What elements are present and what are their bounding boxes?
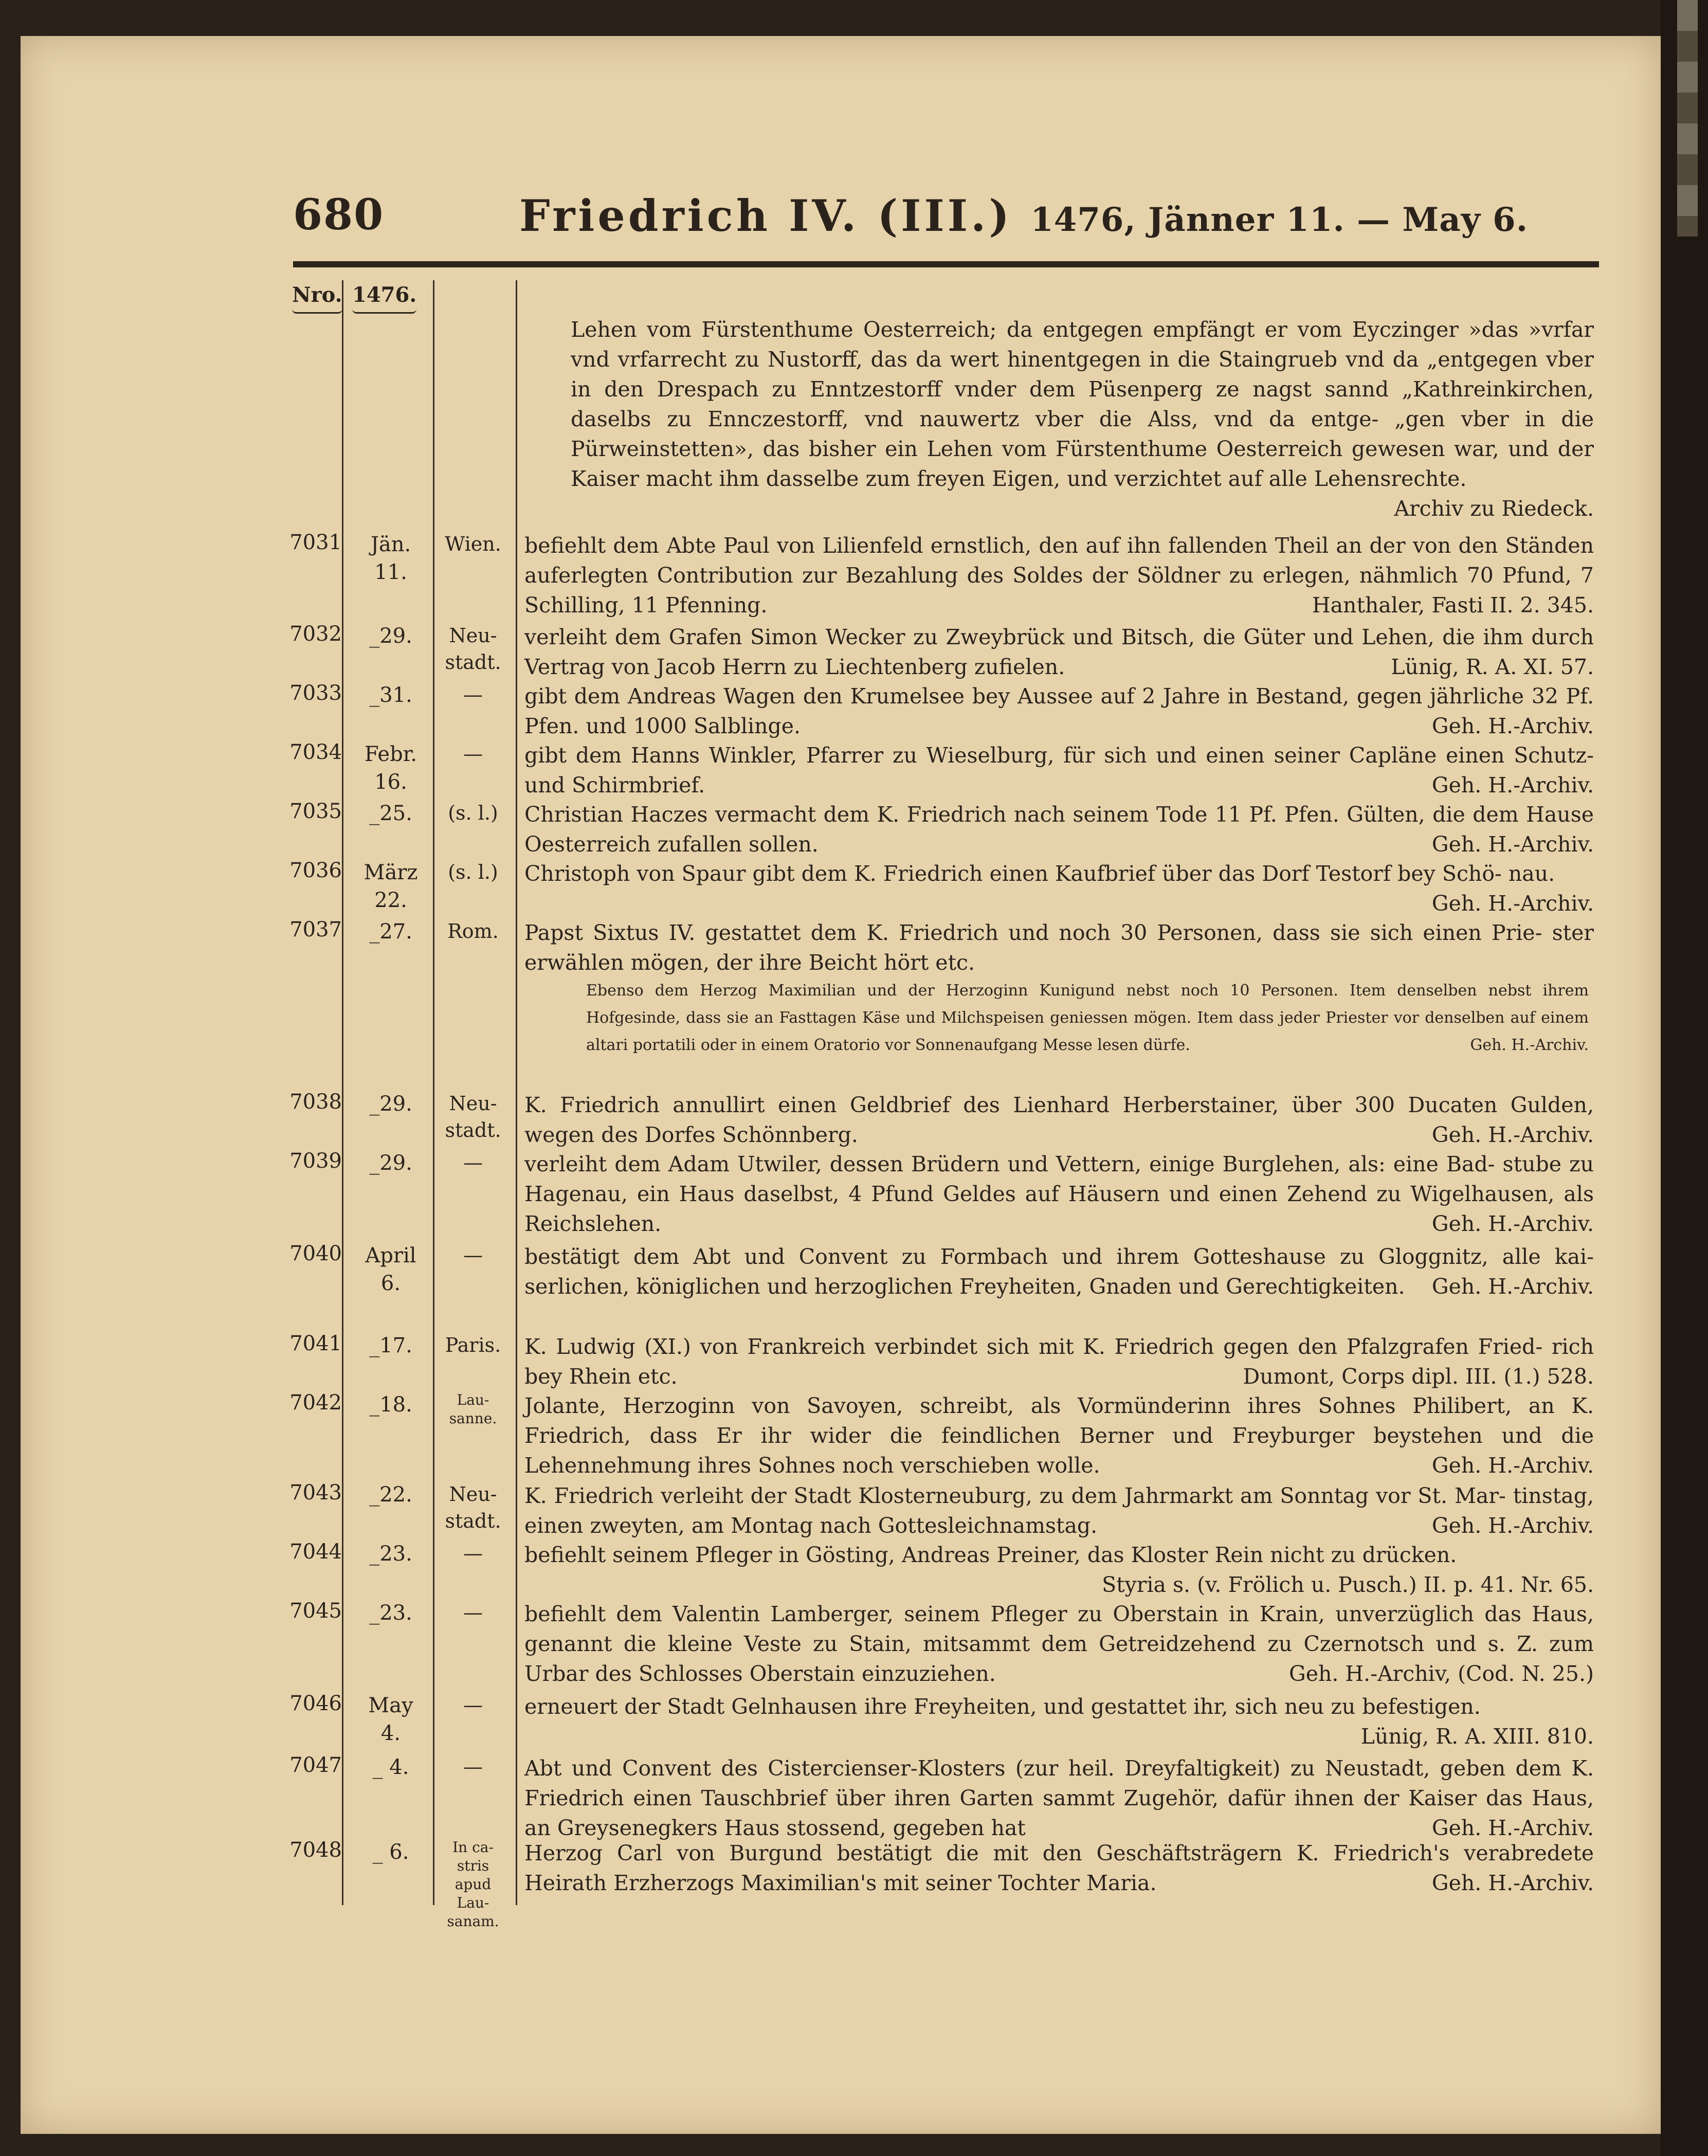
entry-text [524,1149,1594,1239]
book-spine [1661,0,1708,2156]
entry-source: Geh. H.-Archiv. [1431,1816,1594,1840]
intro-text: Lehen vom Fürstenthume Oesterreich; da entgegen empfängt er vom Eyczinger »das »vrfar vnd vrfarrecht zu Nustorff, das da wert hinentgegen in die Staingrueb vnd da „entgegen vber in den Drespach zu Enntzestorff vnder dem Püsenperg ze nagst sannd „Kathreinkirchen, daselbs zu Ennczestorff, vnd nauwertz vber die Alss, vnd da entge- „gen vber in die Pürweinstetten», das bisher ein Lehen vom Fürstenthume Oesterreich gewesen war, und der Kaiser macht ihm dasselbe zum freyen Eigen, und verzichtet auf alle Lehensrechte. [571,317,1594,491]
entry-number: 7035 [289,800,342,823]
entry-summary: K. Friedrich verleiht der Stadt Klosterneuburg, zu dem Jahrmarkt am Sonntag vor St. Mar- tinstag, einen zweyten, am Montag nach Gottesleichnamstag. [524,1483,1594,1538]
entry-source: Geh. H.-Archiv. [1431,1122,1594,1147]
entry-place: (s. l.) [448,802,498,824]
intro-source: Archiv zu Riedeck. [1394,496,1594,521]
entry-summary: Abt und Convent des Cistercienser-Klosters (zur heil. Dreyfaltigkeit) zu Neustadt, geben dem K. Friedrich einen Tauschbrief über ihren Garten sammt Zugehör, dafür ihnen der Kaiser das Haus, an Greysenegkers Haus stossend, gegeben hat [524,1756,1594,1840]
entry-date: _23. [369,1601,412,1625]
header-rule [293,261,1599,267]
entry-number: 7037 [289,918,342,941]
entry-number: 7047 [289,1753,342,1777]
entry-number: 7039 [289,1149,342,1173]
entry-source: Geh. H.-Archiv. [1431,773,1594,798]
entry-number: 7046 [289,1692,342,1715]
entry-summary: Christian Haczes vermacht dem K. Friedrich nach seinem Tode 11 Pf. Pfen. Gülten, die dem Hause Oesterreich zufallen sollen. [524,802,1594,857]
entry-date: _22. [369,1483,412,1507]
entry-source: Geh. H.-Archiv. [1431,1453,1594,1478]
entry-text [524,800,1594,859]
entry-date: _18. [369,1393,412,1417]
entry-place: In ca- stris apud Lau- sanam. [447,1839,499,1930]
entry-summary: Jolante, Herzoginn von Savoyen, schreibt, als Vormünderinn ihres Sohnes Philibert, an K. Friedrich, dass Er ihr wider die feindlichen Berner und Freyburger beystehen und die Lehennehmung ihres Sohnes noch verschieben wolle. [524,1393,1594,1478]
entry-text [524,1242,1594,1301]
entry-place: Paris. [445,1334,501,1356]
entry-text [524,740,1594,800]
entry-place: — [463,1601,483,1624]
entry-summary: Herzog Carl von Burgund bestätigt die mit den Geschäftsträgern K. Friedrich's verabredete Heirath Erzherzogs Maximilian's mit seiner Tochter Maria. [524,1841,1594,1895]
entry-number: 7033 [289,681,342,705]
entry-text [524,918,1594,977]
entry-number: 7032 [289,622,342,646]
entry-number: 7041 [289,1332,342,1355]
entry-summary: bestätigt dem Abt und Convent zu Formbach und ihrem Gotteshause zu Gloggnitz, alle kai- serlichen, königlichen und herzoglichen Freyheiten, Gnaden und Gerechtigkeiten. [524,1244,1594,1299]
entry-summary: gibt dem Andreas Wagen den Krumelsee bey Aussee auf 2 Jahre in Bestand, gegen jährliche 32 Pf. Pfen. und 1000 Salblinge. [524,684,1594,738]
entry-date: May 4. [368,1694,413,1745]
entry-text [524,1481,1594,1541]
entry-place: — [463,683,483,706]
entry-place: Rom. [447,920,499,943]
entry-number: 7045 [289,1599,342,1623]
entry-source: Dumont, Corps dipl. III. (1.) 528. [1243,1364,1594,1389]
entry-number: 7038 [289,1090,342,1114]
entry-place: Neu- stadt. [445,1092,501,1142]
entry-place: — [463,1542,483,1565]
entry-place: Wien. [445,533,501,555]
entry-date: _29. [369,1151,412,1175]
entry-text [524,531,1594,620]
entry-text [524,1540,1594,1600]
entry-number: 7031 [289,531,342,554]
entry-source: Geh. H.-Archiv. [1431,1871,1594,1895]
entry-summary: K. Friedrich annullirt einen Geldbrief des Lienhard Herberstainer, über 300 Ducaten Gulden, wegen des Dorfes Schönnberg. [524,1093,1594,1147]
entry-date: _ 6. [372,1840,409,1864]
entry-date: Febr. 16. [364,742,417,794]
entry-date: _ 4. [372,1755,409,1779]
entry-text [524,859,1594,918]
entry-text [524,1599,1594,1689]
entry-place: (s. l.) [448,861,498,883]
date-range: 1476, Jänner 11. — May 6. [1030,201,1528,239]
entry-date: _31. [369,683,412,707]
entry-date: März 22. [364,861,418,912]
page-number: 680 [293,190,385,240]
entry-number: 7040 [289,1242,342,1265]
entry-summary: verleiht dem Adam Utwiler, dessen Brüdern und Vettern, einige Burglehen, als: eine Bad- stube zu Hagenau, ein Haus daselbst, 4 Pfund Geldes auf Häusern und einen Zehend zu Wigelhausen, als Reichslehen. [524,1152,1594,1236]
entry-place: — [463,1755,483,1778]
entry-text [524,1391,1594,1480]
entry-number: 7044 [289,1540,342,1564]
entry-source: Hanthaler, Fasti II. 2. 345. [1312,593,1594,618]
entry-source: Geh. H.-Archiv. [1431,1274,1594,1299]
entry-place: — [463,1151,483,1174]
entry-text [524,681,1594,741]
entry-text [524,622,1594,682]
entry-place: Lau- sanne. [449,1391,497,1427]
year-column-header: 1476. [352,283,416,314]
entry-date: Jän. 11. [370,533,411,584]
entry-summary: befiehlt seinem Pfleger in Gösting, Andreas Preiner, das Kloster Rein nicht zu drücken. [524,1543,1457,1567]
entry-place: Neu- stadt. [445,624,501,674]
entry-7037-note [586,977,1589,1059]
entry-source: Geh. H.-Archiv. [1431,832,1594,857]
page-title [519,190,1528,241]
entry-date: _17. [369,1334,412,1357]
entry-number: 7048 [289,1838,342,1862]
entry-text [524,1838,1594,1898]
entry-source: Lünig, R. A. XIII. 810. [1360,1724,1594,1749]
entry-source: Geh. H.-Archiv, (Cod. N. 25.) [1288,1661,1594,1686]
page-header [293,190,1599,247]
entry-summary: gibt dem Hanns Winkler, Pfarrer zu Wieselburg, für sich und einen seiner Capläne einen Schutz- und Schirmbrief. [524,743,1594,798]
entry-place: — [463,742,483,765]
note-text: Ebenso dem Herzog Maximilian und der Herzoginn Kunigund nebst noch 10 Personen. Item denselben nebst ihrem Hofgesinde, dass sie an Fasttagen Käse und Milchspeisen geniessen mögen. Item dass jeder Priester vor denselben auf einem altari portatili oder in einem Oratorio vor Sonnenaufgang Messe lesen dürfe. [586,982,1589,1054]
entry-number: 7043 [289,1481,342,1505]
entry-date: _29. [369,624,412,648]
entry-place: Neu- stadt. [445,1483,501,1532]
entry-place: — [463,1244,483,1266]
entry-text [524,1332,1594,1391]
entry-summary: K. Ludwig (XI.) von Frankreich verbindet sich mit K. Friedrich gegen den Pfalzgrafen Fried- rich bey Rhein etc. [524,1334,1594,1389]
intro-continuation [524,315,1594,523]
note-source: Geh. H.-Archiv. [1470,1036,1589,1054]
entry-source: Geh. H.-Archiv. [1431,1211,1594,1236]
entry-summary: befiehlt dem Abte Paul von Lilienfeld ernstlich, den auf ihn fallenden Theil an der von den Ständen auferlegten Contribution zur Bezahlung des Soldes der Söldner zu erlegen, nähmlich 70 Pfund, 7 Schilling, 11 Pfenning. [524,533,1594,618]
entry-summary: verleiht dem Grafen Simon Wecker zu Zweybrück und Bitsch, die Güter und Lehen, die ihm durch Vertrag von Jacob Herrn zu Liechtenberg zufielen. [524,625,1594,679]
entry-number: 7042 [289,1391,342,1415]
entry-source: Geh. H.-Archiv. [1431,714,1594,738]
entry-source: Geh. H.-Archiv. [1431,891,1594,916]
entry-place: — [463,1694,483,1716]
entry-source: Geh. H.-Archiv. [1431,1513,1594,1538]
entry-source: Lünig, R. A. XI. 57. [1391,655,1594,679]
entry-text [524,1090,1594,1150]
entry-text [524,1692,1594,1751]
column-divider-nr [342,280,343,1905]
entry-number: 7034 [289,740,342,764]
entry-source: Styria s. (v. Frölich u. Pusch.) II. p. 41. Nr. 65. [1102,1572,1594,1597]
column-divider-place [516,280,517,1905]
entry-text [524,1753,1594,1843]
nr-column-header: Nro. [292,283,342,314]
entry-date: _27. [369,920,412,944]
entry-date: April 6. [365,1244,416,1295]
entry-date: _23. [369,1542,412,1566]
entry-date: _25. [369,802,412,825]
entry-summary: befiehlt dem Valentin Lamberger, seinem Pfleger zu Oberstain in Krain, unverzüglich das Haus, genannt die kleine Veste zu Stain, mitsammt dem Getreidzehend zu Czernotsch und s. Z. zum Urbar des Schlosses Oberstain einzuziehen. [524,1602,1594,1686]
entry-date: _29. [369,1092,412,1116]
ruler-name: Friedrich IV. (III.) [519,190,1013,241]
scan-edge-strip [1677,0,1698,237]
entry-number: 7036 [289,859,342,882]
entry-summary: Christoph von Spaur gibt dem K. Friedrich einen Kaufbrief über das Dorf Testorf bey Schö- nau. [524,861,1555,886]
entry-summary: Papst Sixtus IV. gestattet dem K. Friedrich und noch 30 Personen, dass sie sich einen Prie- ster erwählen mögen, der ihre Beicht hört etc. [524,920,1594,975]
entry-summary: erneuert der Stadt Gelnhausen ihre Freyheiten, und gestattet ihr, sich neu zu befestigen. [524,1694,1481,1719]
